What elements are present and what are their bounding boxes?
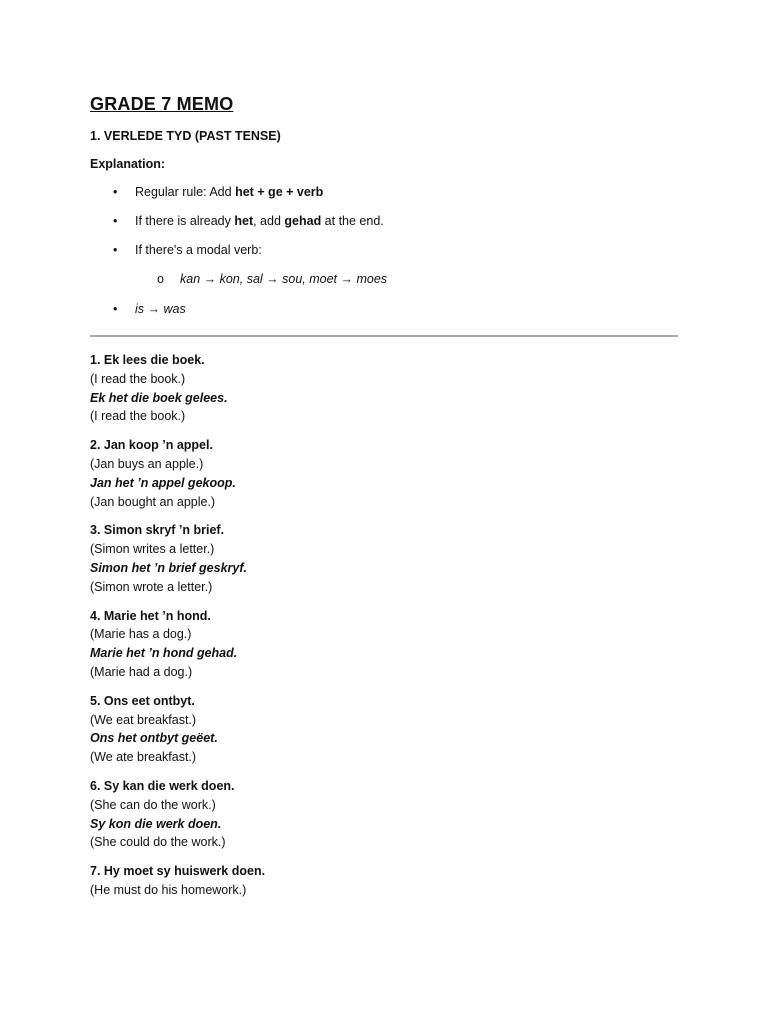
example-item xyxy=(90,436,680,511)
example-answer: Simon het ’n brief geskryf. xyxy=(90,560,247,575)
example-answer-translation: (Marie had a dog.) xyxy=(90,664,193,679)
example-item xyxy=(90,862,680,900)
example-question: 7. Hy moet sy huiswerk doen. xyxy=(90,864,266,879)
example-question-translation: (Jan buys an apple.) xyxy=(90,456,204,471)
memo-page xyxy=(90,94,680,910)
rules-list-2 xyxy=(90,301,680,317)
page-title: GRADE 7 MEMO xyxy=(90,94,234,114)
bullet-icon: • xyxy=(113,243,118,257)
example-question: 5. Ons eet ontbyt. xyxy=(90,693,195,708)
example-question-translation: (She can do the work.) xyxy=(90,797,216,812)
example-answer-translation: (She could do the work.) xyxy=(90,835,226,850)
example-answer-translation: (Jan bought an apple.) xyxy=(90,494,216,509)
example-question-translation: (We eat breakfast.) xyxy=(90,712,197,727)
rule-text: If there is already xyxy=(135,214,235,228)
rule-bold: gehad xyxy=(284,214,322,228)
rule-already-het xyxy=(90,213,680,229)
example-question: 6. Sy kan die werk doen. xyxy=(90,778,235,793)
example-answer: Jan het ’n appel gekoop. xyxy=(90,475,236,490)
example-question: 4. Marie het ’n hond. xyxy=(90,608,211,623)
example-answer-translation: (We ate breakfast.) xyxy=(90,750,197,765)
rule-text: , add xyxy=(253,214,285,228)
example-question: 1. Ek lees die boek. xyxy=(90,353,205,367)
example-item xyxy=(90,692,680,767)
example-answer-translation: (I read the book.) xyxy=(90,409,186,424)
bullet-icon: • xyxy=(113,302,118,316)
rule-bold: het xyxy=(234,214,254,228)
circle-bullet-icon: o xyxy=(157,272,164,286)
example-question-translation: (I read the book.) xyxy=(90,371,186,386)
rule-text: Regular rule: Add xyxy=(135,185,236,199)
example-item xyxy=(90,607,680,682)
example-item xyxy=(90,777,680,852)
example-item xyxy=(90,521,680,596)
bullet-icon: • xyxy=(113,214,118,228)
rule-is-was xyxy=(90,301,680,317)
example-answer: Marie het ’n hond gehad. xyxy=(90,646,238,661)
rule-regular xyxy=(90,184,680,200)
explanation-label: Explanation: xyxy=(90,157,166,171)
example-question-translation: (Simon writes a letter.) xyxy=(90,542,215,557)
example-question: 3. Simon skryf ’n brief. xyxy=(90,523,225,538)
rules-list xyxy=(90,184,680,258)
rule-text: is → was xyxy=(135,302,186,316)
example-question-translation: (Marie has a dog.) xyxy=(90,627,192,642)
modal-verb-examples xyxy=(90,271,680,287)
rule-modal-verb xyxy=(90,242,680,258)
example-question-translation: (He must do his homework.) xyxy=(90,882,247,897)
section-heading: 1. VERLEDE TYD (PAST TENSE) xyxy=(90,129,281,143)
rule-bold: het + ge + verb xyxy=(235,185,324,199)
rule-text: If there's a modal verb: xyxy=(135,243,262,257)
bullet-icon: • xyxy=(113,185,118,199)
example-question: 2. Jan koop ’n appel. xyxy=(90,438,213,453)
example-item xyxy=(90,351,680,426)
examples-list xyxy=(90,351,680,900)
modal-verb-text: kan → kon, sal → sou, moet → moes xyxy=(180,272,388,286)
example-answer: Ons het ontbyt geëet. xyxy=(90,731,218,746)
example-answer: Ek het die boek gelees. xyxy=(90,390,228,405)
rule-text: at the end. xyxy=(321,214,384,228)
example-answer-translation: (Simon wrote a letter.) xyxy=(90,579,213,594)
example-answer: Sy kon die werk doen. xyxy=(90,816,222,831)
horizontal-divider xyxy=(90,335,678,337)
